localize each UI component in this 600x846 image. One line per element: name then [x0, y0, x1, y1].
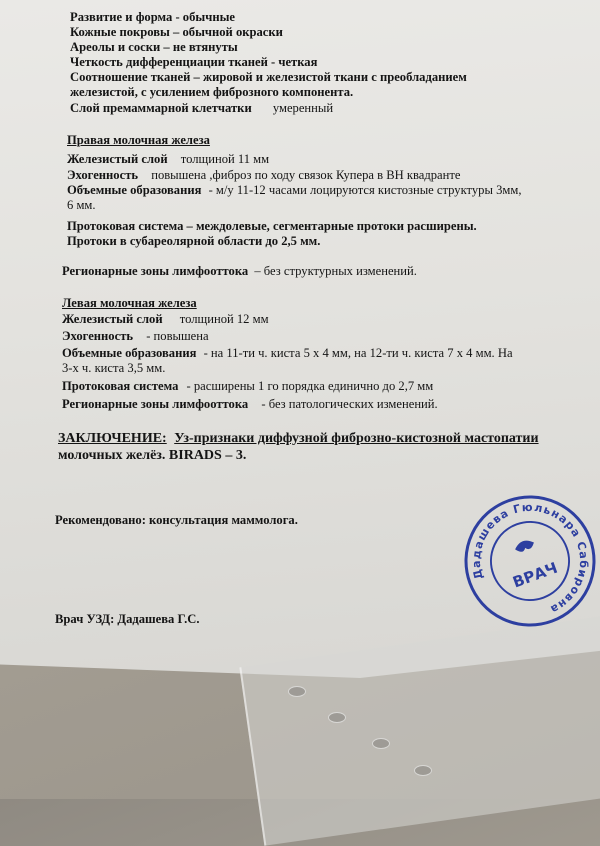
left-ducts [62, 379, 433, 394]
punch-hole [372, 738, 390, 749]
echo-label: Эхогенность [67, 168, 139, 182]
left-gland-layer [62, 312, 269, 327]
punch-hole [328, 712, 346, 723]
left-masses-cont: 3-х ч. киста 3,5 мм. [62, 361, 166, 375]
premammary-label: Слой премаммарной клетчатки [70, 101, 252, 115]
right-masses [67, 183, 521, 198]
echo-label: Эхогенность [62, 329, 134, 343]
right-lymph [62, 264, 417, 279]
conclusion-label: ЗАКЛЮЧЕНИЕ: [58, 431, 167, 446]
lymph-value: - без патологических изменений. [261, 397, 438, 411]
right-gland-heading: Правая молочная железа [67, 133, 210, 147]
lymph-label: Регионарные зоны лимфооттока [62, 397, 249, 411]
punch-hole [288, 686, 306, 697]
recommendation: Рекомендовано: консультация маммолога. [55, 513, 298, 527]
premammary-value: умеренный [272, 101, 334, 115]
general-item: Ареолы и соски – не втянуты [70, 40, 238, 54]
general-item: Четкость дифференциации тканей - четкая [70, 55, 318, 69]
gland-value: толщиной 12 мм [179, 312, 269, 326]
ducts-value: - расширены 1 го порядка единично до 2,7 мм [186, 379, 434, 393]
stamp-center-text: ВРАЧ [510, 558, 560, 592]
right-masses-cont: 6 мм. [67, 198, 96, 212]
doctor-stamp-seal [462, 493, 598, 629]
echo-value: повышена ,фиброз по ходу связок Купера в ВН квадранте [151, 168, 461, 182]
conclusion-text: Уз-признаки диффузной фиброзно-кистозной мастопатии [174, 431, 539, 446]
echo-value: - повышена [146, 329, 209, 343]
masses-value: - на 11-ти ч. киста 5 х 4 мм, на 12-ти ч. киста 7 х 4 мм. На [203, 346, 513, 360]
general-item: Соотношение тканей – жировой и железистой ткани с преобладанием [70, 70, 467, 84]
conclusion [58, 431, 539, 446]
gland-label: Железистый слой [67, 152, 168, 166]
conclusion-cont: молочных желёз. BIRADS – 3. [58, 448, 247, 463]
stamp-emblem [513, 538, 535, 554]
premammary-row [70, 101, 333, 116]
left-lymph [62, 397, 438, 412]
lymph-value: – без структурных изменений. [254, 264, 417, 278]
right-ducts: Протоковая система – междолевые, сегментарные протоки расширены. [67, 219, 477, 233]
masses-label: Объемные образования [67, 183, 202, 197]
doctor-signature-line: Врач УЗД: Дадашева Г.С. [55, 612, 200, 626]
left-masses [62, 346, 513, 361]
masses-value: - м/у 11-12 часами лоцируются кистозные структуры 3мм, [208, 183, 522, 197]
right-gland-layer [67, 152, 269, 167]
gland-label: Железистый слой [62, 312, 163, 326]
right-echogenicity [67, 168, 460, 183]
lymph-label: Регионарные зоны лимфооттока [62, 264, 249, 278]
gland-value: толщиной 11 мм [180, 152, 270, 166]
left-echogenicity [62, 329, 209, 344]
general-item: Развитие и форма - обычные [70, 10, 236, 24]
general-item: железистой, с усилением фиброзного компонента. [70, 85, 354, 99]
masses-label: Объемные образования [62, 346, 197, 360]
ducts-label: Протоковая система [62, 379, 179, 393]
left-gland-heading: Левая молочная железа [62, 296, 197, 310]
stamp-ring-text: Дадашева Гюльнара Сабировна [469, 500, 591, 617]
general-item: Кожные покровы – обычной окраски [70, 25, 283, 39]
right-ducts-subareolar: Протоки в субареолярной области до 2,5 мм. [67, 234, 321, 248]
svg-text:Дадашева Гюльнара Сабировна [462, 493, 598, 629]
punch-hole [414, 765, 432, 776]
